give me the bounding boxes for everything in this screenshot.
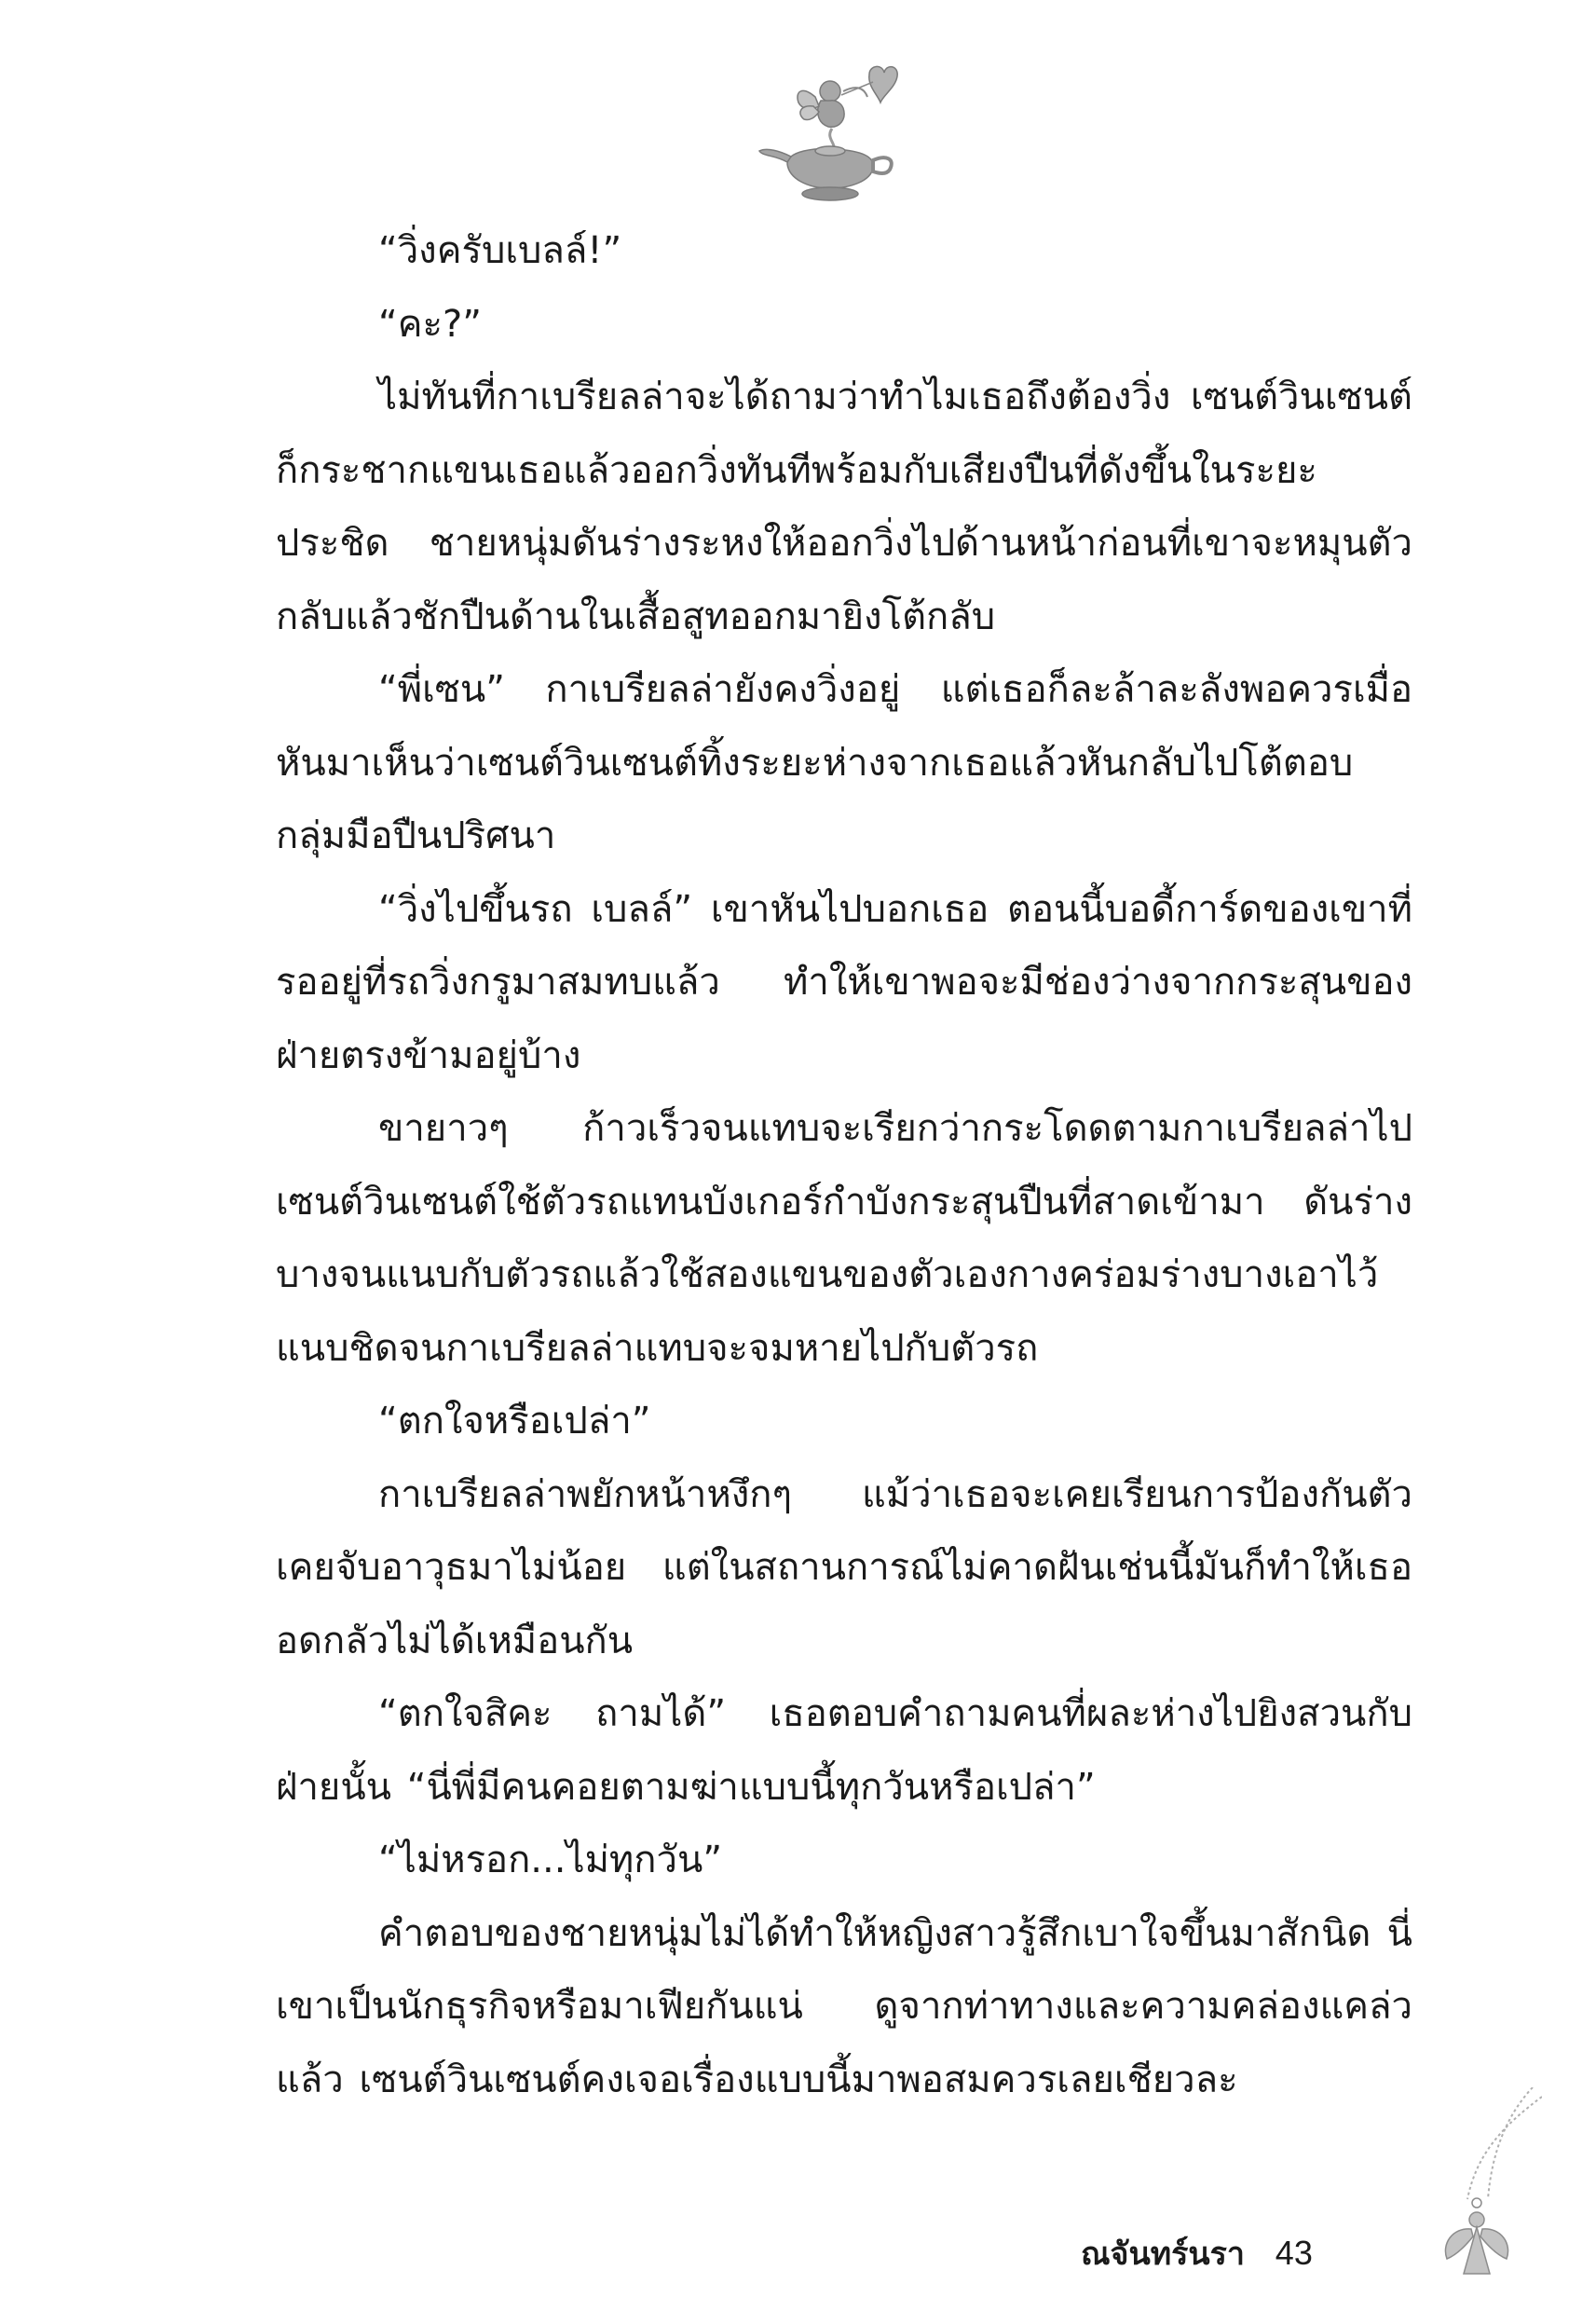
paragraph: ไม่ทันที่กาเบรียลล่าจะได้ถามว่าทำไมเธอถึงต้องวิ่ง เซนต์วินเซนต์ก็กระชากแขนเธอแล้วออกวิ่งทันทีพร้อมกับเสียงปืนที่ดังขึ้นในระยะประชิด ชายหนุ่มดันร่างระหงให้ออกวิ่งไปด้านหน้าก่อนที่เขาจะหมุนตัวกลับแล้วชักปืนด้านในเสื้อสูทออกมายิงโต้กลับ: [276, 376, 1412, 638]
angel-pendant-necklace-icon: [1402, 2087, 1542, 2292]
paragraph: กาเบรียลล่าพยักหน้าหงึกๆ แม้ว่าเธอจะเคยเรียนการป้องกันตัว เคยจับอาวุธมาไม่น้อย แต่ในสถานการณ์ไม่คาดฝันเช่นนี้มันก็ทำให้เธออดกลัวไม่ได้เหมือนกัน: [276, 1472, 1412, 1662]
author-name: ณจันทร์นรา: [1081, 2236, 1245, 2273]
paragraph: “คะ?”: [378, 302, 482, 346]
page-footer: [1081, 2235, 1313, 2273]
paragraph: “วิ่งไปขึ้นรถ เบลล์” เขาหันไปบอกเธอ ตอนนี้บอดี้การ์ดของเขาที่รออยู่ที่รถวิ่งกรูมาสมทบแล้ว ทำให้เขาพอจะมีช่องว่างจากกระสุนของฝ่ายตรงข้ามอยู่บ้าง: [276, 887, 1412, 1077]
paragraph: “ตกใจสิคะ ถามได้” เธอตอบคำถามคนที่ผละห่างไปยิงสวนกับฝ่ายนั้น “นี่พี่มีคนคอยตามฆ่าแบบนี้ทุกวันหรือเปล่า”: [276, 1692, 1412, 1809]
paragraph: “ตกใจหรือเปล่า”: [378, 1400, 651, 1443]
story-text: [276, 214, 1412, 2116]
paragraph: “พี่เซน” กาเบรียลล่ายังคงวิ่งอยู่ แต่เธอก็ละล้าละลังพอควรเมื่อหันมาเห็นว่าเซนต์วินเซนต์ทิ้งระยะห่างจากเธอแล้วหันกลับไปโต้ตอบกลุ่มมือปืนปริศนา: [276, 668, 1412, 857]
cupid-teapot-ornament-icon: [750, 54, 908, 212]
paragraph: คำตอบของชายหนุ่มไม่ได้ทำให้หญิงสาวรู้สึกเบาใจขึ้นมาสักนิด นี่เขาเป็นนักธุรกิจหรือมาเฟียกันแน่ ดูจากท่าทางและความคล่องแคล่วแล้ว เซนต์วินเซนต์คงเจอเรื่องแบบนี้มาพอสมควรเลยเชียวละ: [276, 1911, 1412, 2101]
paragraph: “ไม่หรอก...ไม่ทุกวัน”: [378, 1839, 723, 1881]
paragraph: ขายาวๆ ก้าวเร็วจนแทบจะเรียกว่ากระโดดตามกาเบรียลล่าไป เซนต์วินเซนต์ใช้ตัวรถแทนบังเกอร์กำบังกระสุนปืนที่สาดเข้ามา ดันร่างบางจนแนบกับตัวรถแล้วใช้สองแขนของตัวเองกางคร่อมร่างบางเอาไว้แนบชิดจนกาเบรียลล่าแทบจะจมหายไปกับตัวรถ: [276, 1107, 1412, 1370]
paragraph: “วิ่งครับเบลล์!”: [378, 229, 622, 272]
page-number: 43: [1275, 2234, 1313, 2272]
